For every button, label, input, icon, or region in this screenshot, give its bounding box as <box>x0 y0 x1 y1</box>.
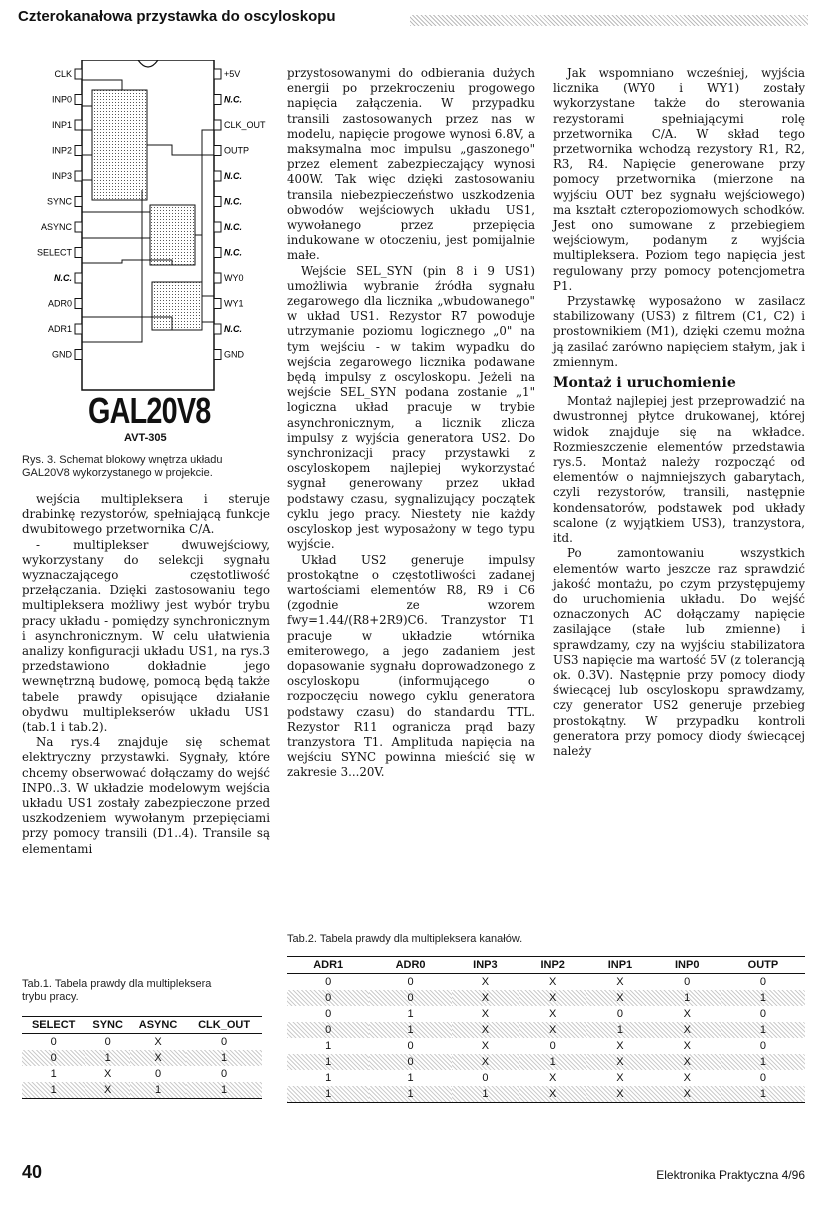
table-cell: X <box>654 1054 721 1070</box>
paragraph: Przystawkę wyposażono w zasilacz stabilizowany (US3) z filtrem (C1, C2) i prostownikiem (M1), dzięki czemu można ją zasilać zarówno napięciem stałym, jak i zmiennym. <box>553 294 805 369</box>
paragraph: przystosowanymi do odbierania dużych energii po przekroczeniu progowego napięcia załączenia. W przypadku transili zastosowanych przez nas w modelu, napięcie progowe wynosi 6.8V, a maksymalna moc impulsu „gaszonego" przez element zabezpieczający wynosi 400W. Tak więc dzięki zastosowaniu transila niebezpieczeństwo uszkodzenia obwodów wejściowych układu US1, wywołanego przez przepięcia indukowane w otoczeniu, jest pomijalnie małe. <box>287 66 535 263</box>
page-number: 40 <box>22 1162 43 1182</box>
column-header: SELECT <box>22 1017 85 1034</box>
table-cell: 1 <box>721 1054 805 1070</box>
pin-box <box>75 248 82 258</box>
table-cell: X <box>519 990 586 1006</box>
running-title: Czterokanałowa przystawka do oscyloskopu <box>18 8 336 25</box>
paragraph: wejścia multipleksera i steruje drabinkę rezystorów, spełniającą funkcje dwubitowego przetwornika C/A. <box>22 492 270 537</box>
pin-box <box>75 95 82 105</box>
part-name: GAL20V8 <box>88 390 211 431</box>
left-pin-label: INP0 <box>51 94 72 105</box>
column-1 <box>22 492 270 857</box>
column-header: INP2 <box>519 957 586 974</box>
table-cell: 1 <box>586 1022 653 1038</box>
table-cell: 0 <box>369 990 451 1006</box>
table-cell: 1 <box>407 1008 414 1020</box>
table-cell: 1 <box>519 1054 586 1070</box>
table-cell: 0 <box>549 1040 556 1052</box>
table-row <box>287 990 805 1006</box>
right-pin-label: +5V <box>224 69 241 79</box>
left-pin-label: ASYNC <box>40 222 72 232</box>
paragraph: Montaż najlepiej jest przeprowadzić na dwustronnej płytce drukowanej, której widok znajduje się na wkładce. Rozmieszczenie elementów przedstawia rys.5. Montaż należy rozpocząć od elementów o najmniejszych gabarytach, czyli rezystorów, transili, następnie kondensatorów, podstawek pod układy scalone (z wyjątkiem US3), tranzystora, itd. <box>553 394 805 546</box>
table-cell: X <box>616 1072 624 1084</box>
table-cell: X <box>654 1022 721 1038</box>
table-cell: 0 <box>369 1054 451 1070</box>
paragraph: - multiplekser dwuwejściowy, wykorzystany do selekcji sygnału wyznaczającego częstotliwość przełączania. Dzięki zastosowaniu tego multipleksera możliwy jest wybór trybu pracy układu - pomiędzy synchronicznym i asynchronicznym. W celu ułatwienia analizy konfiguracji układu US1, na rys.3 przedstawiono dokładnie jego wewnętrzną budowę, pomocą będą także tabele prawdy opisujące działanie obydwu multiplekserów układu US1 (tab.1 i tab.2). <box>22 537 270 735</box>
column-3 <box>553 66 805 759</box>
table-cell: 1 <box>287 1054 369 1070</box>
pin-box <box>214 324 221 334</box>
table-row: 0 1 X 1 <box>22 1050 262 1066</box>
table-row <box>287 1070 805 1086</box>
table-cell: 1 <box>721 1022 805 1038</box>
table-cell: 1 <box>721 1086 805 1103</box>
table2 <box>287 956 805 1103</box>
table1-caption: Tab.1. Tabela prawdy dla multipleksera trybu pracy. <box>22 978 212 1003</box>
table-cell: 0 <box>482 1072 489 1084</box>
right-pin-label: N.C. <box>224 247 242 258</box>
pin-box <box>75 222 82 232</box>
part-code: AVT-305 <box>124 432 167 444</box>
pin-box <box>214 222 221 232</box>
table-cell: X <box>616 976 624 988</box>
table-cell: 0 <box>407 1040 414 1052</box>
table-row <box>287 1038 805 1054</box>
right-pin-label: N.C. <box>224 94 242 105</box>
pin-box <box>75 120 82 130</box>
paragraph: Wejście SEL_SYN (pin 8 i 9 US1) umożliwia wybranie źródła sygnału zegarowego dla licznika „wbudowanego" w układ US1. Rezystor R7 powoduje utrzymanie poziomu logicznego „0" na tym wejściu - w takim wypadku do wejścia zegarowego licznika podawane będą impulsy z oscyloskopu. Jeżeli na wejście SEL_SYN podana zostanie „1" logiczna układ pracuje w trybie asynchronicznym, a licznik zlicza impulsy z wyjścia generatora US2. Do synchronizacji pracy przystawki z oscyloskopem najlepiej wykorzystać sygnał generowany przez układ podstawy czasu, sygnalizujący początek cyklu jego pracy. Niestety nie każdy oscyloskop jest wyposażony w tego typu wyjście. <box>287 263 535 552</box>
pin-box <box>214 95 221 105</box>
table-cell: X <box>683 1008 691 1020</box>
right-pin-label: N.C. <box>224 171 242 181</box>
left-pin-label: GND <box>52 349 72 360</box>
right-pin-label: N.C. <box>224 222 242 232</box>
table-row <box>287 1054 805 1070</box>
paragraph: Po zamontowaniu wszystkich elementów warto jeszcze raz sprawdzić jakość montażu, po czym przystępujemy do uruchomienia układu. Do wejść oznaczonych AC dołączamy napięcie zasilające (stałe lub zmienne) i sprawdzamy, czy na wyjściu stabilizatora US3 napięcie ma wartość 5V (z tolerancją ok. 0.3V). Następnie przy pomocy diody świecącej lub oscyloskopu sprawdzamy, czy generator US2 generuje przebieg prostokątny. W przypadku kontroli generatora przy pomocy diody świecącej należy <box>553 546 805 758</box>
block-diagram <box>22 60 272 410</box>
paragraph: Układ US2 generuje impulsy prostokątne o częstotliwości zadanej wartościami elementów R8, R9 i C6 (zgodnie ze wzorem fwy=1.44/(R8+2R9)C6. Tranzystor T1 pracuje w układzie wtórnika emiterowego, a jego zadaniem jest dopasowanie sygnału doprowadzonego z oscyloskopu (informującego o rozpoczęciu nowego cyklu generatora podstawy czasu) do standardu TTL. Rezystor R11 ogranicza prąd bazy tranzystora T1. Amplituda napięcia na wejściu SYNC powinna mieścić się w zakresie 3...20V. <box>287 552 535 780</box>
table-cell: 0 <box>407 976 414 988</box>
column-header: SYNC <box>85 1017 130 1034</box>
table-cell: X <box>481 1040 490 1052</box>
table-cell: 0 <box>287 990 369 1006</box>
table-cell: X <box>519 1022 586 1038</box>
table-cell: 0 <box>759 1008 766 1020</box>
pin-box <box>214 120 221 130</box>
table-cell: 1 <box>325 1040 332 1052</box>
pin-box <box>214 273 221 283</box>
header-band <box>410 15 808 26</box>
table-cell: 1 <box>452 1086 519 1103</box>
left-pin-label: N.C. <box>54 273 72 283</box>
pin-box <box>214 299 221 309</box>
table-cell: X <box>549 1072 557 1084</box>
table-cell: 0 <box>759 1040 766 1052</box>
column-header: CLK_OUT <box>186 1017 262 1034</box>
table1 <box>22 1016 262 1099</box>
table-cell: X <box>683 1040 691 1052</box>
pin-box <box>214 69 221 79</box>
pin-box <box>214 197 221 207</box>
pin-box <box>75 273 82 283</box>
pin-box <box>75 69 82 79</box>
right-pin-label: CLK_OUT <box>224 120 266 130</box>
table-cell: X <box>452 1054 519 1070</box>
table-cell: X <box>452 1022 519 1038</box>
paragraph: Na rys.4 znajduje się schemat elektryczny przystawki. Sygnały, które chcemy obserwować dołączamy do wejść INP0..3. W układzie modelowym wejścia układu US1 zostały zabezpieczone przed uszkodzeniem wywołanym przepięciami przy pomocy transili (D1..4). Transile są elementami <box>22 735 270 856</box>
chip-notch <box>138 60 158 67</box>
table-cell: X <box>549 976 557 988</box>
table-cell: X <box>549 1008 557 1020</box>
table-row <box>287 1006 805 1022</box>
pin-box <box>75 299 82 309</box>
table-cell: 1 <box>325 1072 332 1084</box>
column-2 <box>287 66 535 781</box>
table-row <box>287 1022 805 1038</box>
table-cell: X <box>683 1072 691 1084</box>
right-pin-label: WY0 <box>224 273 244 283</box>
table-cell: X <box>586 990 653 1006</box>
pin-box <box>214 350 221 360</box>
right-pin-label: N.C. <box>224 324 242 334</box>
table-cell: X <box>616 1040 624 1052</box>
table-cell: X <box>654 1086 721 1103</box>
column-header: ADR1 <box>287 957 369 974</box>
pin-box <box>75 324 82 334</box>
left-pin-label: INP1 <box>51 120 72 130</box>
column-header: ADR0 <box>369 957 451 974</box>
pin-box <box>214 146 221 156</box>
table-cell: 0 <box>759 1072 766 1084</box>
right-pin-label: N.C. <box>224 196 242 207</box>
pin-box <box>75 350 82 360</box>
pin-box <box>75 197 82 207</box>
left-pin-label: CLK <box>54 69 72 79</box>
left-pin-label: ADR0 <box>47 298 72 309</box>
table-cell: 1 <box>369 1022 451 1038</box>
table-cell: 1 <box>407 1072 414 1084</box>
column-header: INP0 <box>654 957 721 974</box>
table-cell: 0 <box>616 1008 624 1020</box>
left-pin-label: SELECT <box>36 247 72 258</box>
left-pin-label: INP2 <box>51 145 72 156</box>
table-cell: X <box>586 1054 653 1070</box>
table-cell: 1 <box>721 990 805 1006</box>
table-cell: 0 <box>325 1008 332 1020</box>
column-header: INP1 <box>586 957 653 974</box>
journal-issue: Elektronika Praktyczna 4/96 <box>656 1168 805 1182</box>
right-pin-label: GND <box>224 349 244 360</box>
table-cell: X <box>481 976 490 988</box>
table-cell: 0 <box>325 976 332 988</box>
left-pin-label: SYNC <box>46 196 72 207</box>
counter-block <box>152 282 202 330</box>
table-cell: 1 <box>369 1086 451 1103</box>
pin-box <box>214 171 221 181</box>
table-cell: X <box>586 1086 653 1103</box>
table-row: 1 X 0 0 <box>50 1068 228 1080</box>
left-pin-label: ADR1 <box>47 324 72 334</box>
column-header: OUTP <box>721 957 805 974</box>
table-cell: 0 <box>287 1022 369 1038</box>
left-pin-label: INP3 <box>51 171 72 181</box>
table-cell: X <box>519 1086 586 1103</box>
pin-box <box>214 248 221 258</box>
table-row: 1 X 1 1 <box>22 1082 262 1099</box>
table-cell: 1 <box>654 990 721 1006</box>
table-row: 0 0 X 0 <box>50 1036 228 1048</box>
pin-box <box>75 146 82 156</box>
column-header: ASYNC <box>130 1017 186 1034</box>
table-cell: X <box>452 990 519 1006</box>
table-cell: 0 <box>684 976 691 988</box>
table-row <box>287 1086 805 1103</box>
channel-mux-block <box>92 90 147 200</box>
paragraph: Jak wspomniano wcześniej, wyjścia licznika (WY0 i WY1) zostały wykorzystane także do sterowania rezystorami spełniającymi rolę przetwornika C/A. W skład tego przetwornika wchodzą rezystory R1, R2, R3, R4. Napięcie generowane przy pomocy przetwornika (mierzone na wyjściu OUT bez sygnału wejściowego) ma kształt czteropoziomowych schodków. Jest ono sumowane z przebiegiem wejściowym, podanym z wyjścia multipleksera. Poziom tego napięcia jest regulowany przy pomocy potencjometra P1. <box>553 66 805 293</box>
pin-box <box>75 171 82 181</box>
table-cell: 1 <box>287 1086 369 1103</box>
table2-caption: Tab.2. Tabela prawdy dla multipleksera kanałów. <box>287 933 523 945</box>
table-cell: 0 <box>759 976 766 988</box>
figure-caption: Rys. 3. Schemat blokowy wnętrza układu GAL20V8 wykorzystanego w projekcie. <box>22 454 223 479</box>
table-row <box>287 974 805 991</box>
page-header <box>18 5 808 31</box>
right-pin-label: OUTP <box>224 145 250 156</box>
right-pin-label: WY1 <box>224 298 244 309</box>
section-heading: Montaż i uruchomienie <box>553 375 736 392</box>
column-header: INP3 <box>452 957 519 974</box>
mode-mux-block <box>150 205 195 265</box>
table-cell: X <box>481 1008 490 1020</box>
